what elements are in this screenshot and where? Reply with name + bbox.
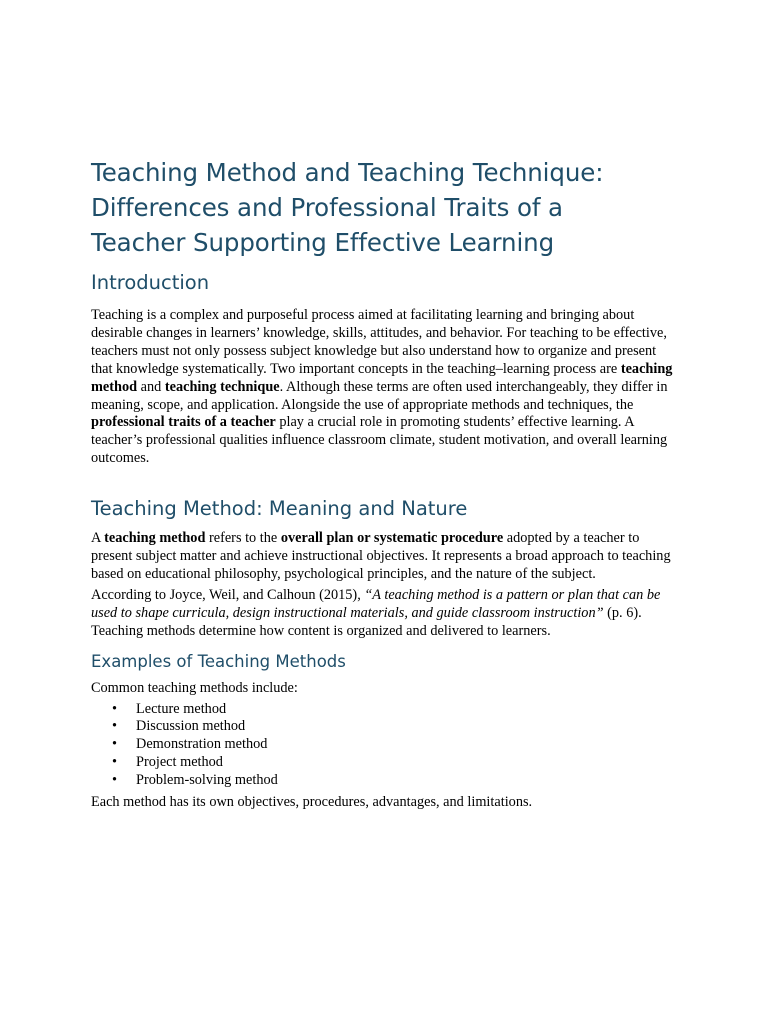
bold-term: teaching technique <box>164 378 280 395</box>
list-item <box>91 754 681 772</box>
bullet-icon: • <box>112 700 118 717</box>
text-run: refers to the <box>205 530 281 547</box>
list-item-label: Project method <box>136 754 223 771</box>
bullet-icon: • <box>112 754 118 771</box>
list-item <box>91 772 681 790</box>
introduction-paragraph <box>91 307 681 468</box>
examples-heading: Examples of Teaching Methods <box>91 651 346 671</box>
bullet-icon: • <box>112 718 118 735</box>
citation-paragraph <box>91 587 681 641</box>
text-run: and <box>137 378 165 395</box>
teaching-method-paragraph <box>91 530 681 584</box>
title-line: Differences and Professional Traits of a <box>91 193 563 222</box>
title-line: Teacher Supporting Effective Learning <box>91 228 555 257</box>
introduction-heading: Introduction <box>91 271 210 294</box>
teaching-methods-list <box>91 701 681 791</box>
quotation: “A teaching method is a pattern or plan that can be used to shape curricula, design instructional materials, and guide classroom instruction” <box>91 586 661 621</box>
list-item-label: Problem-solving method <box>136 772 278 789</box>
bold-term: teaching method <box>91 360 673 395</box>
text-run: Teaching is a complex and purposeful process aimed at facilitating learning and bringing about desirable changes in learners’ knowledge, skills, attitudes, and behavior. For teaching to be effective, teachers must not only possess subject knowledge but also understand how to organize and present that knowledge systematically. Two important concepts in the teaching–learning process are <box>91 307 667 377</box>
text-run: . Although these terms are often used interchangeably, they differ in meaning, scope, and application. Alongside the use of appropriate methods and techniques, the <box>91 378 668 413</box>
bold-term: teaching method <box>104 530 206 547</box>
list-item <box>91 701 681 719</box>
bold-term: professional traits of a teacher <box>91 414 276 431</box>
bullet-icon: • <box>112 772 118 789</box>
text-run: According to Joyce, Weil, and Calhoun (2015), <box>91 586 365 603</box>
text-run: (p. 6). Teaching methods determine how content is organized and delivered to learners. <box>91 604 642 639</box>
list-item-label: Lecture method <box>136 700 227 717</box>
list-item <box>91 736 681 754</box>
text-run: adopted by a teacher to present subject matter and achieve instructional objectives. It represents a broad approach to teaching based on educational philosophy, psychological principles, and the nature of the subject. <box>91 530 671 582</box>
bold-term: overall plan or systematic procedure <box>280 530 504 547</box>
examples-intro: Common teaching methods include: <box>91 679 298 696</box>
text-run: play a crucial role in promoting students’ effective learning. A teacher’s professional qualities influence classroom climate, student motivation, and overall learning outcomes. <box>91 414 668 467</box>
text-run: A <box>91 530 105 547</box>
bullet-icon: • <box>112 736 118 753</box>
list-item-label: Discussion method <box>136 718 246 735</box>
list-item-label: Demonstration method <box>136 736 268 753</box>
title-line: Teaching Method and Teaching Technique: <box>91 158 604 187</box>
list-item <box>91 718 681 736</box>
document-title <box>91 155 681 260</box>
document-body <box>91 155 681 812</box>
teaching-method-heading: Teaching Method: Meaning and Nature <box>91 497 468 521</box>
examples-closing: Each method has its own objectives, procedures, advantages, and limitations. <box>91 794 533 811</box>
